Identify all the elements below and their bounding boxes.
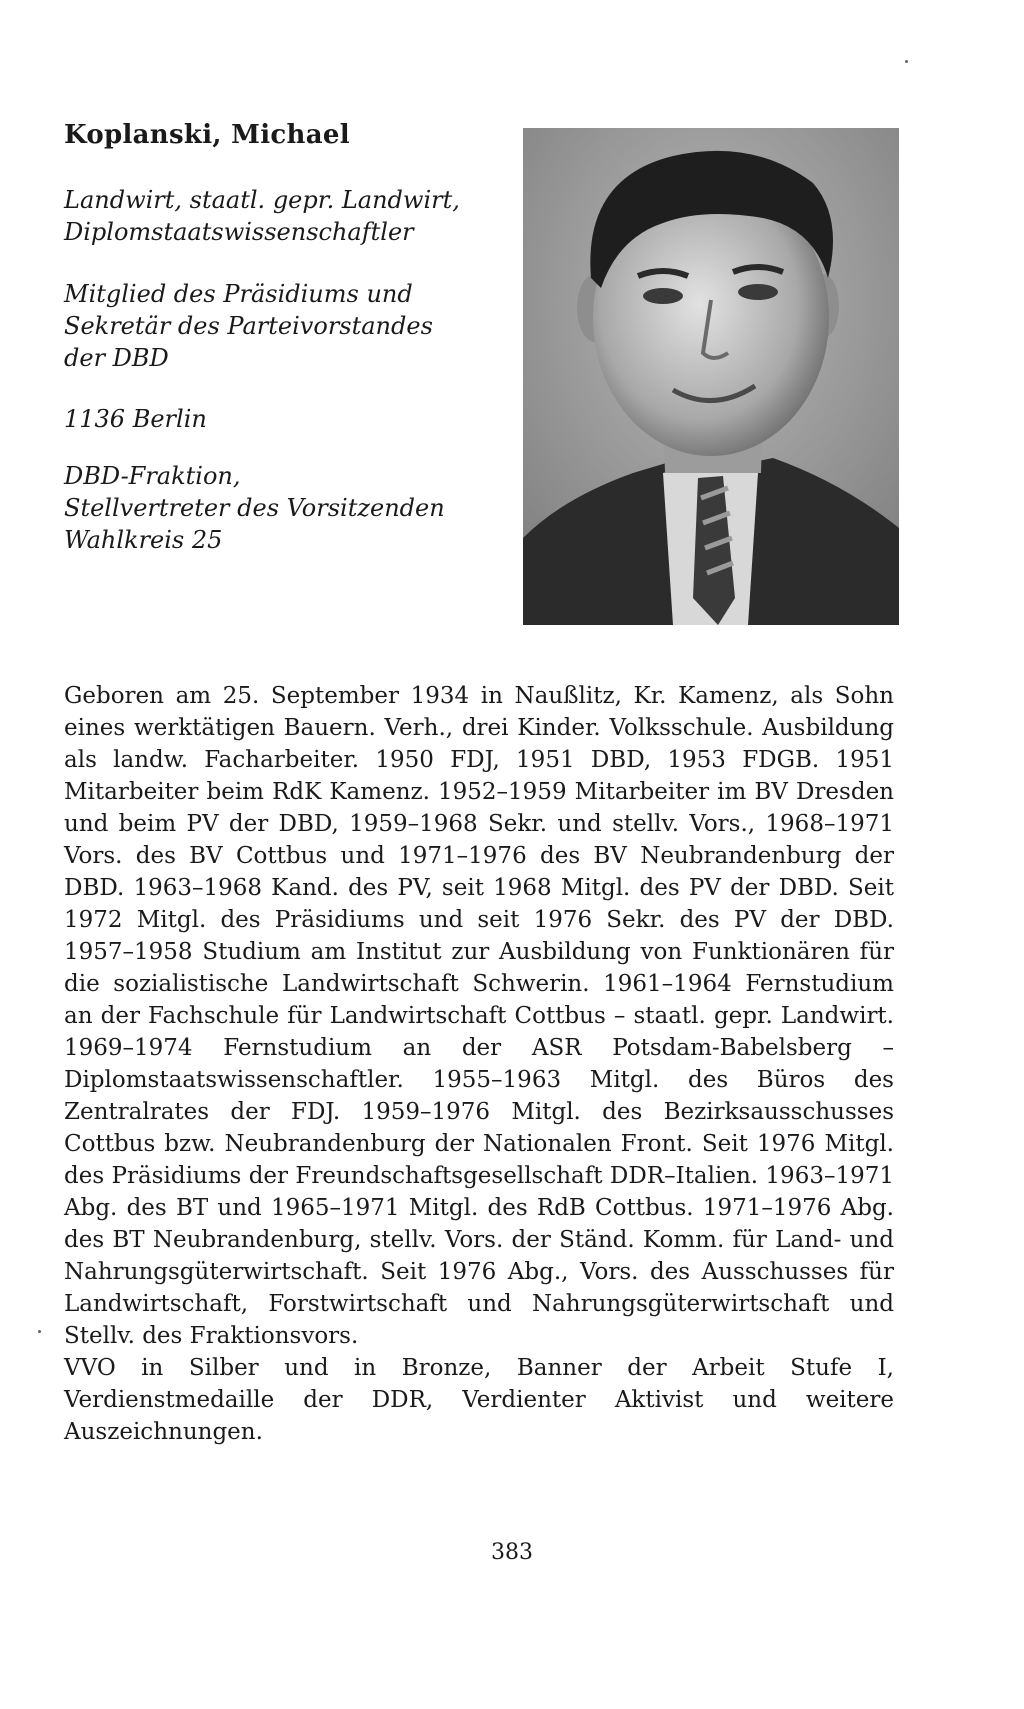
awards-paragraph: VVO in Silber und in Bronze, Banner der Arbeit Stufe I, Verdienstmedaille der DDR, Verdienter Aktivist und weitere Auszeichnungen. — [64, 1355, 894, 1445]
page-number: 383 — [491, 1540, 533, 1565]
faction-line: Stellvertreter des Vorsitzenden — [64, 494, 445, 522]
profession-line: Landwirt, staatl. gepr. Landwirt, — [64, 186, 460, 214]
biography — [64, 680, 894, 1448]
function-block — [64, 278, 504, 374]
faction-line: Wahlkreis 25 — [64, 526, 223, 554]
city-line: 1136 Berlin — [64, 405, 207, 433]
faction-block — [64, 460, 504, 556]
city-block — [64, 403, 504, 435]
function-line: Sekretär des Parteivorstandes — [64, 312, 433, 340]
function-line: Mitglied des Präsidiums und — [64, 280, 413, 308]
profession-block — [64, 184, 504, 248]
biography-paragraph: Geboren am 25. September 1934 in Naußlitz, Kr. Kamenz, als Sohn eines werktätigen Bauern. Verh., drei Kinder. Volksschule. Ausbildung als landw. Facharbeiter. 1950 FDJ, 1951 DBD, 1953 FDGB. 1951 Mitarbeiter beim RdK Kamenz. 1952–1959 Mitarbeiter im BV Dresden und beim PV der DBD, 1959–1968 Sekr. und stellv. Vors., 1968–1971 Vors. des BV Cottbus und 1971–1976 des BV Neubrandenburg der DBD. 1963–1968 Kand. des PV, seit 1968 Mitgl. des PV der DBD. Seit 1972 Mitgl. des Präsidiums und seit 1976 Sekr. des PV der DBD. 1957–1958 Studium am Institut zur Ausbildung von Funktionären für die sozialistische Landwirtschaft Schwerin. 1961–1964 Fernstudium an der Fachschule für Landwirtschaft Cottbus – staatl. gepr. Landwirt. 1969–1974 Fernstudium an der ASR Potsdam-Babelsberg – Diplomstaatswissenschaftler. 1955–1963 Mitgl. des Büros des Zentralrates der FDJ. 1959–1976 Mitgl. des Bezirksausschusses Cottbus bzw. Neubrandenburg der Nationalen Front. Seit 1976 Mitgl. des Präsidiums der Freundschaftsgesellschaft DDR–Italien. 1963–1971 Abg. des BT und 1965–1971 Mitgl. des RdB Cottbus. 1971–1976 Abg. des BT Neubrandenburg, stellv. Vors. der Ständ. Komm. für Land- und Nahrungsgüterwirtschaft. Seit 1976 Abg., Vors. des Ausschusses für Landwirtschaft, Forstwirtschaft und Nahrungsgüterwirtschaft und Stellv. des Fraktionsvors. — [64, 683, 894, 1349]
portrait-photo — [523, 128, 899, 625]
profession-line: Diplomstaatswissenschaftler — [64, 218, 414, 246]
person-name: Koplanski, Michael — [64, 120, 350, 150]
faction-line: DBD-Fraktion, — [64, 462, 241, 490]
scan-speck — [38, 1330, 41, 1333]
scan-speck — [905, 60, 908, 63]
portrait-photo-illustration — [523, 128, 899, 625]
function-line: der DBD — [64, 344, 169, 372]
